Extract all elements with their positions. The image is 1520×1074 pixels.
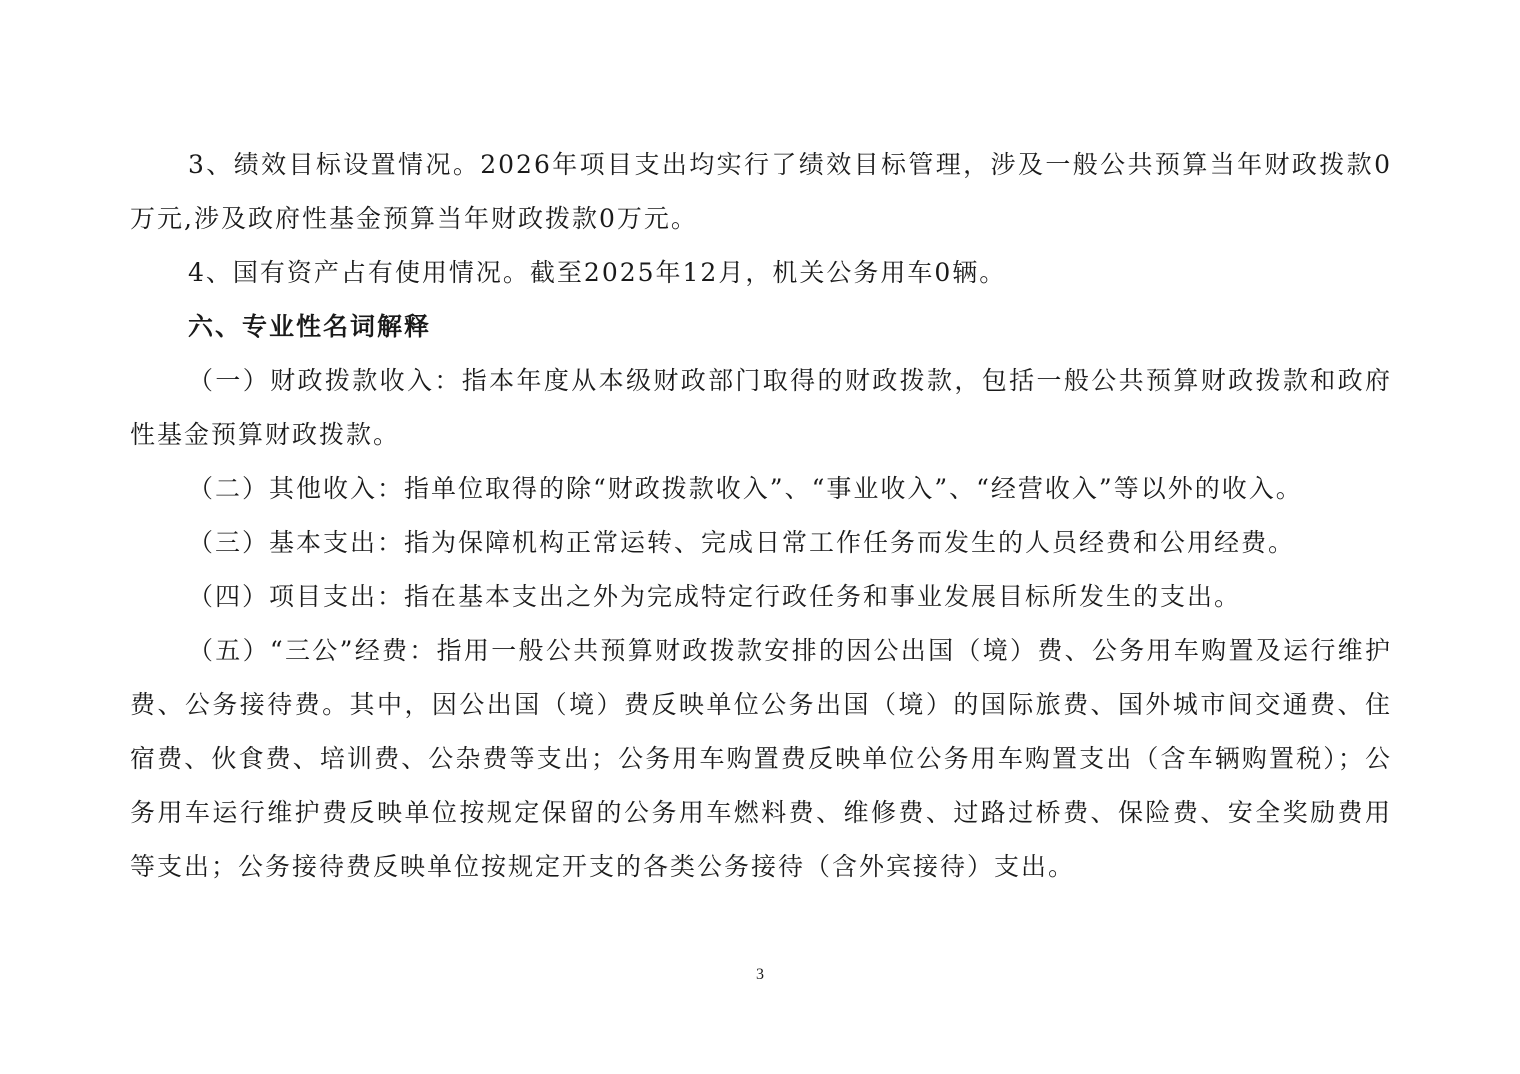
page-number: 3 [756,966,764,983]
definition-three-public-expenses: （五）“三公”经费：指用一般公共预算财政拨款安排的因公出国（境）费、公务用车购置及运行维护费、公务接待费。其中，因公出国（境）费反映单位公务出国（境）的国际旅费、国外城市间交通费、住宿费、伙食费、培训费、公杂费等支出；公务用车购置费反映单位公务用车购置支出（含车辆购置税）；公务用车运行维护费反映单位按规定保留的公务用车燃料费、维修费、过路过桥费、保险费、安全奖励费用等支出；公务接待费反映单位按规定开支的各类公务接待（含外宾接待）支出。 [130,636,1392,881]
definition-fiscal-appropriation: （一）财政拨款收入：指本年度从本级财政部门取得的财政拨款，包括一般公共预算财政拨款和政府性基金预算财政拨款。 [130,366,1392,449]
definition-basic-expenditure: （三）基本支出：指为保障机构正常运转、完成日常工作任务而发生的人员经费和公用经费。 [188,528,1296,557]
state-assets-paragraph: 4、国有资产占有使用情况。截至2025年12月，机关公务用车0辆。 [188,258,1007,287]
document-body [130,138,1392,894]
definition-project-expenditure: （四）项目支出：指在基本支出之外为完成特定行政任务和事业发展目标所发生的支出。 [188,582,1242,611]
definition-other-income: （二）其他收入：指单位取得的除“财政拨款收入”、“事业收入”、“经营收入”等以外的收入。 [188,474,1303,503]
performance-target-paragraph: 3、绩效目标设置情况。2026年项目支出均实行了绩效目标管理，涉及一般公共预算当年财政拨款0万元,涉及政府性基金预算当年财政拨款0万元。 [130,150,1392,233]
section-heading: 六、专业性名词解释 [188,312,432,341]
